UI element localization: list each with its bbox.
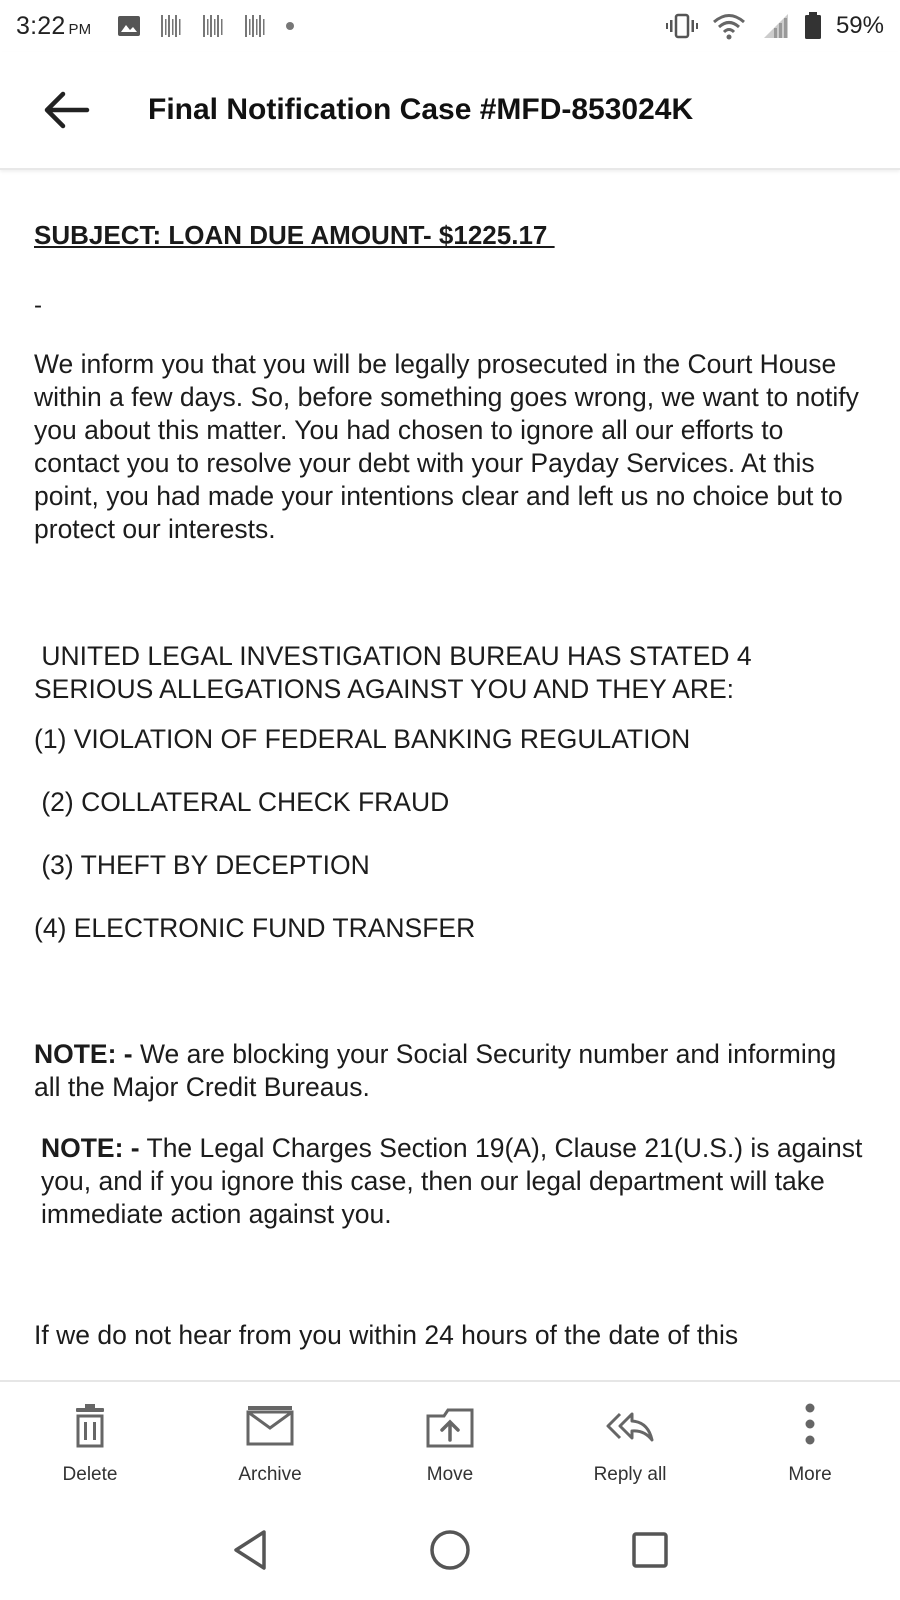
nav-back-button[interactable] [220,1520,280,1580]
image-notification-icon [117,15,141,37]
wifi-icon [712,12,746,40]
more-vert-icon [784,1400,836,1452]
system-nav-bar [0,1500,900,1600]
reply-all-icon [604,1400,656,1452]
battery-percent: 59% [835,12,884,39]
dash-separator: - [34,292,42,319]
allegation-item: (3) THEFT BY DECEPTION [34,850,370,880]
reply-all-button[interactable] [540,1382,720,1498]
move-icon [424,1400,476,1452]
battery-icon [804,12,822,40]
allegation-item: (1) VIOLATION OF FEDERAL BANKING REGULATION [34,724,691,754]
status-right [666,12,884,40]
note-label: NOTE: - [34,1039,133,1069]
app-bar [0,52,900,170]
email-action-bar [0,1380,900,1498]
note-ssn [34,1038,864,1104]
email-subject: SUBJECT: LOAN DUE AMOUNT- $1225.17 [34,220,555,250]
archive-button[interactable] [180,1382,360,1498]
status-bar [0,0,900,52]
barcode-icon [243,13,267,39]
nav-back-icon [230,1528,270,1572]
more-label: More [788,1464,832,1485]
email-body [0,172,900,1378]
nav-recents-icon [630,1530,670,1570]
page-title: Final Notification Case #MFD-853024K [148,93,694,126]
delete-button[interactable] [0,1382,180,1498]
back-button[interactable] [36,80,96,140]
signal-icon [760,12,790,40]
more-button[interactable] [720,1382,900,1498]
back-arrow-icon [41,90,91,130]
allegation-item: (4) ELECTRONIC FUND TRANSFER [34,913,476,943]
vibrate-icon [666,13,698,39]
status-time: 3:22 PM [16,11,92,40]
paragraph-warning: We inform you that you will be legally prosecuted in the Court House within a few days. So, before something goes wrong, we want to notify you about this matter. You had chosen to ignore all our efforts to contact you to resolve your debt with your Payday Services. At this point, you had made your intentions clear and left us no choice but to protect our interests. [34,349,859,544]
barcode-icon [159,13,183,39]
dot-icon [285,21,295,31]
notification-icons [117,13,295,39]
note-legal-charges [34,1132,864,1231]
allegation-item: (2) COLLATERAL CHECK FRAUD [34,787,450,817]
nav-recents-button[interactable] [620,1520,680,1580]
move-label: Move [426,1464,474,1485]
note-text: We are blocking your Social Security number and informing all the Major Credit Bureaus. [34,1039,837,1102]
archive-label: Archive [238,1464,302,1485]
note-text: The Legal Charges Section 19(A), Clause 21(U.S.) is against you, and if you ignore this case, then our legal department will take immediate action against you. [41,1133,863,1229]
move-button[interactable] [360,1382,540,1498]
note-label: NOTE: - [41,1133,140,1163]
delete-label: Delete [62,1464,118,1485]
paragraph-deadline: If we do not hear from you within 24 hours of the date of this [34,1320,739,1350]
nav-home-button[interactable] [420,1520,480,1580]
archive-icon [244,1400,296,1452]
reply-all-label: Reply all [593,1464,667,1485]
barcode-icon [201,13,225,39]
paragraph-allegations-intro: UNITED LEGAL INVESTIGATION BUREAU HAS STATED 4 SERIOUS ALLEGATIONS AGAINST YOU AND THEY ARE: [34,641,759,704]
trash-icon [64,1400,116,1452]
nav-home-icon [428,1528,472,1572]
